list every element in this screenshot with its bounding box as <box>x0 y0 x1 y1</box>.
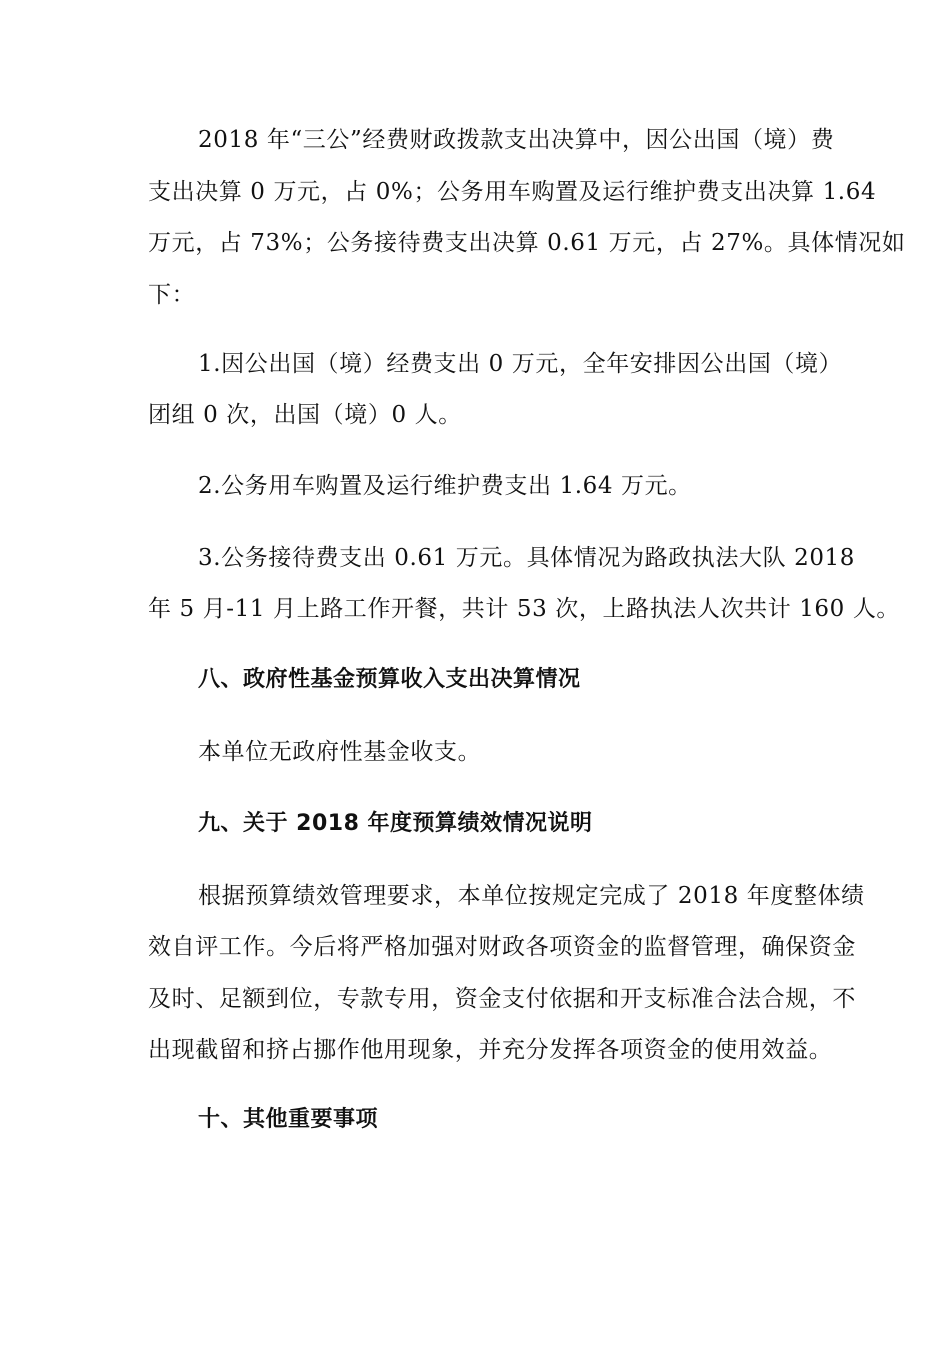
section-heading-10: 十、其他重要事项 <box>198 1107 379 1132</box>
section-9-line-1: 根据预算绩效管理要求，本单位按规定完成了 2018 年度整体绩 <box>198 883 865 909</box>
section-heading-8: 八、政府性基金预算收入支出决算情况 <box>198 667 581 692</box>
section-8-body: 本单位无政府性基金收支。 <box>198 739 482 765</box>
paragraph-sangong-line-2: 支出决算 0 万元，占 0%；公务用车购置及运行维护费支出决算 1.64 <box>148 179 877 205</box>
item-1-line-1: 1.因公出国（境）经费支出 0 万元，全年安排因公出国（境） <box>198 351 843 377</box>
paragraph-sangong-line-1: 2018 年“三公”经费财政拨款支出决算中，因公出国（境）费 <box>198 127 835 153</box>
section-9-line-3: 及时、足额到位，专款专用，资金支付依据和开支标准合法合规，不 <box>148 986 856 1012</box>
item-3-line-2: 年 5 月-11 月上路工作开餐，共计 53 次，上路执法人次共计 160 人。 <box>148 596 901 622</box>
section-9-line-2: 效自评工作。今后将严格加强对财政各项资金的监督管理，确保资金 <box>148 934 856 960</box>
item-1-line-2: 团组 0 次，出国（境）0 人。 <box>148 402 462 428</box>
paragraph-sangong-line-4: 下： <box>148 282 196 308</box>
paragraph-sangong-line-3: 万元，占 73%；公务接待费支出决算 0.61 万元，占 27%。具体情况如 <box>148 230 906 256</box>
section-9-line-4: 出现截留和挤占挪作他用现象，并充分发挥各项资金的使用效益。 <box>148 1037 833 1063</box>
item-3-line-1: 3.公务接待费支出 0.61 万元。具体情况为路政执法大队 2018 <box>198 545 856 571</box>
section-heading-9: 九、关于 2018 年度预算绩效情况说明 <box>198 811 593 836</box>
item-2-line-1: 2.公务用车购置及运行维护费支出 1.64 万元。 <box>198 473 692 499</box>
